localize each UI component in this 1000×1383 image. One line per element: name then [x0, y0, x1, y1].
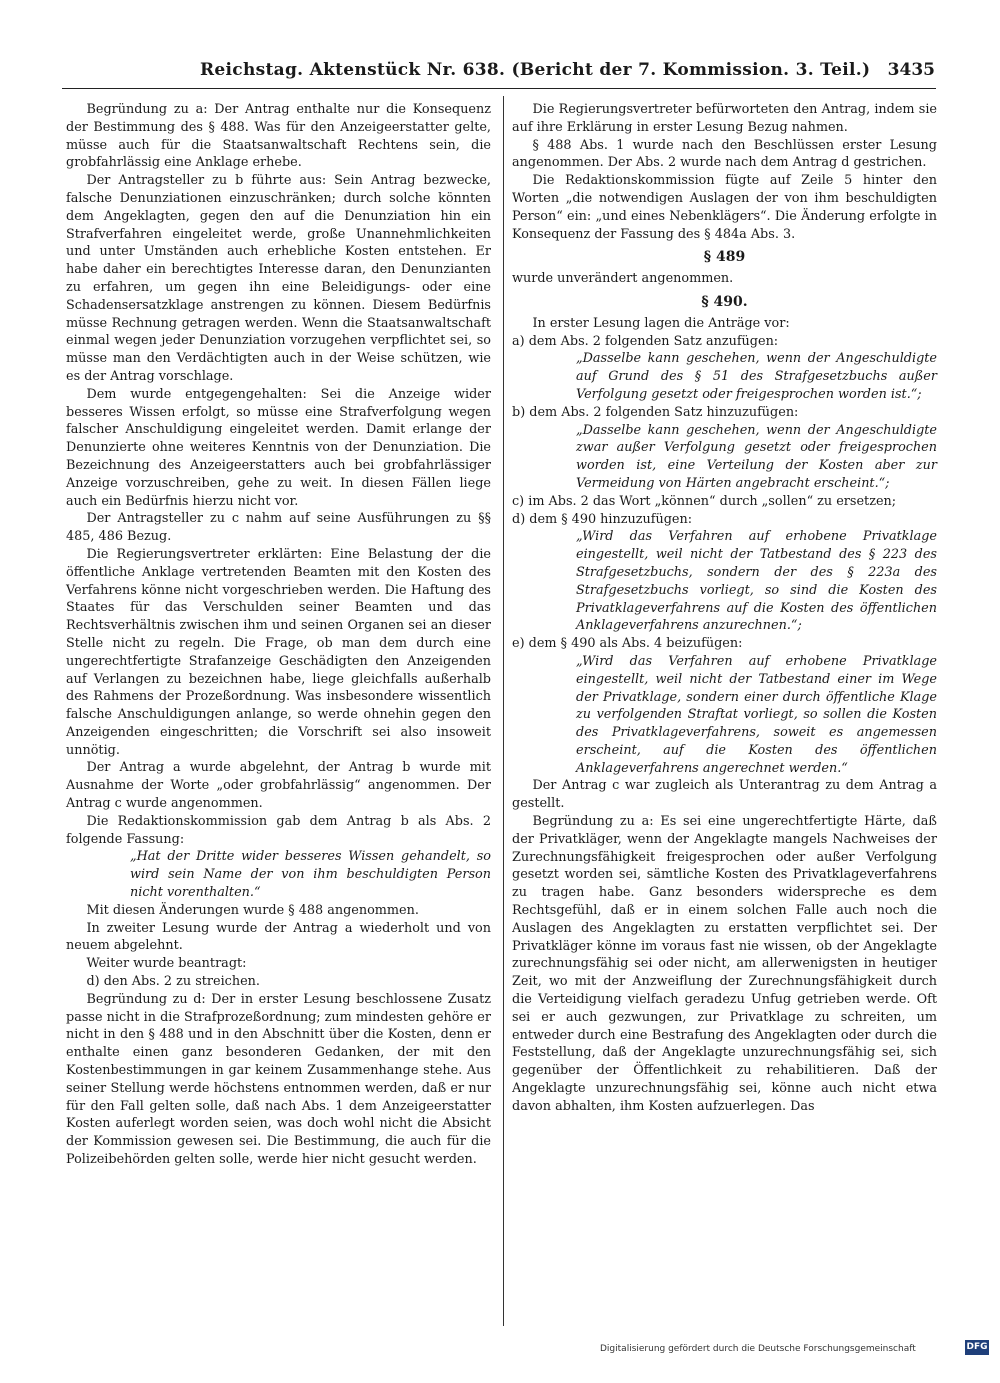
- column-divider: [503, 96, 504, 1326]
- quoted-text: „Hat der Dritte wider besseres Wissen gehandelt, so wird sein Name der von ihm beschuldigten Person nicht vorenthalten.“: [130, 849, 491, 901]
- header-title: Reichstag. Aktenstück Nr. 638. (Bericht der 7. Kommission. 3. Teil.): [200, 60, 871, 80]
- paragraph: Die Regierungsvertreter erklärten: Eine Belastung der die öffentliche Anklage vertretenden Beamten mit den Kosten des Verfahrens könne nicht vorgeschrieben werden. Die Haftung des Staates für das Verschulden seiner Beamten und das Rechtsverhältnis zwischen ihm und seinen Organen sei an dieser Stelle nicht zu regeln. Die Frage, ob man dem durch eine ungerechtfertigte Strafanzeige Geschädigten den Anzeigenden auf Verlangen zu bezeichnen habe, liege gleichfalls außerhalb des Rahmens der Prozeßordnung. Was insbesondere wissentlich falsche Anschuldigungen anlange, so werde ohnehin gegen den Anzeigenden eingeschritten; die Vorschrift sei also insoweit unnötig.: [66, 546, 491, 758]
- paragraph: In zweiter Lesung wurde der Antrag a wiederholt und von neuem abgelehnt.: [66, 920, 491, 954]
- paragraph: Der Antragsteller zu c nahm auf seine Ausführungen zu §§ 485, 486 Bezug.: [66, 511, 491, 545]
- motion-quote-b: „Dasselbe kann geschehen, wenn der Angeschuldigte zwar außer Verfolgung gesetzt oder freigesprochen worden ist, eine Verteilung der Kosten aber zur Vermeidung von Härten angebracht erscheint.“;: [576, 422, 937, 491]
- paragraph: Der Antrag a wurde abgelehnt, der Antrag b wurde mit Ausnahme der Worte „oder grobfahrlässig“ angenommen. Der Antrag c wurde angenommen.: [66, 760, 491, 812]
- paragraph: Begründung zu a: Es sei eine ungerechtfertigte Härte, daß der Privatkläger, wenn der Angeklagte mangels Nachweises der Zurechnungsfähigkeit freigesprochen oder außer Verfolgung gesetzt worden sei, sämtliche Kosten des Privatklageverfahrens zu tragen habe. Ganz besonders widerspreche es dem Rechtsgefühl, daß er in einem solchen Falle auch noch die Auslagen des Angeklagten zu erstatten verpflichtet sei. Der Privatkläger könne im voraus fast nie wissen, ob der Angeklagte zurechnungsfähig sei oder nicht, am allerwenigsten in heutiger Zeit, wo mit der Anzweiflung der Zurechnungsfähigkeit durch die Verteidigung vielfach geradezu Unfug getrieben werde. Oft sei er auch gezwungen, zur Privatklage zu schreiten, um entweder durch eine Bestrafung des Angeklagten oder durch die Feststellung, daß der Angeklagte unzurechnungsfähig sei, sich gegenüber der Öffentlichkeit zu rehabilitieren. Daß der Angeklagte unzurechnungsfähig sei, könne auch nicht etwa davon abhalten, ihm Kosten aufzuerlegen. Das: [512, 814, 937, 1114]
- dfg-logo: DFG: [965, 1340, 989, 1355]
- section-heading-490: § 490.: [701, 293, 748, 310]
- motion-quote-d: „Wird das Verfahren auf erhobene Privatklage eingestellt, weil nicht der Tatbestand des § 223 des Strafgesetzbuchs, sondern der des § 223a des Strafgesetzbuchs vorliegt, so sind die Kosten des Privatklageverfahrens auf die Kosten des öffentlichen Anklageverfahrens anzurechnen.“;: [576, 529, 937, 634]
- motion-label-e: e) dem § 490 als Abs. 4 beizufügen:: [512, 636, 743, 652]
- paragraph: In erster Lesung lagen die Anträge vor:: [532, 315, 790, 331]
- paragraph: § 488 Abs. 1 wurde nach den Beschlüssen erster Lesung angenommen. Der Abs. 2 wurde nach dem Antrag d gestrichen.: [512, 137, 937, 171]
- paragraph: Der Antrag c war zugleich als Unterantrag zu dem Antrag a gestellt.: [512, 778, 937, 812]
- paragraph: Begründung zu d: Der in erster Lesung beschlossene Zusatz passe nicht in die Strafprozeßordnung; zum mindesten gehöre er nicht in den § 488 und in den Abschnitt über die Kosten, denn er enthalte einen ganz besonderen Gedanken, der mit den Kostenbestimmungen in gar keinem Zusammenhange stehe. Aus seiner Stellung werde höchstens entnommen werden, daß er nur für den Fall gelten solle, daß nach Abs. 1 dem Anzeigeerstatter Kosten auferlegt worden seien, was doch wohl nicht die Absicht der Kommission gewesen sei. Die Bestimmung, die auch für die Polizeibehörden gelten solle, werde hier nicht gesucht werden.: [66, 991, 491, 1168]
- page-number: 3435: [887, 60, 935, 80]
- paragraph: Begründung zu a: Der Antrag enthalte nur die Konsequenz der Bestimmung des § 488. Was für den Anzeigeerstatter gelte, müsse auch für die Staatsanwaltschaft Rechtens sein, die grobfahrlässig eine Anklage erhebe.: [66, 102, 491, 171]
- motion-label-d: d) dem § 490 hinzuzufügen:: [512, 511, 693, 527]
- motion-quote-e: „Wird das Verfahren auf erhobene Privatklage eingestellt, weil nicht der Tatbestand einer im Wege der Privatklage, sondern einer durch öffentliche Klage zu verfolgenden Straftat vorliegt, so sollen die Kosten des Privatklageverfahrens, soweit es angemessen erscheint, auf die Kosten des öffentlichen Anklageverfahrens angerechnet werden.“: [576, 653, 937, 776]
- motion-label-c: c) im Abs. 2 das Wort „können“ durch „sollen“ zu ersetzen;: [512, 493, 897, 509]
- list-item: d) den Abs. 2 zu streichen.: [86, 974, 260, 990]
- motion-label-b: b) dem Abs. 2 folgenden Satz hinzuzufügen:: [512, 404, 799, 420]
- paragraph: wurde unverändert angenommen.: [512, 271, 734, 287]
- motion-label-a: a) dem Abs. 2 folgenden Satz anzufügen:: [512, 333, 779, 349]
- paragraph: Der Antragsteller zu b führte aus: Sein Antrag bezwecke, falsche Denunziationen einzuschränken; durch solche könnten dem Angeklagten, gegen den auf die Denunziation hin ein Strafverfahren eingeleitet werde, große Unannehmlichkeiten und unter Umständen auch erhebliche Kosten entstehen. Er habe daher ein berechtigtes Interesse daran, den Denunzianten zu erfahren, um gegen ihn eine Beleidigungs- oder eine Schadensersatzklage anstrengen zu können. Diesem Bedürfnis müsse Rechnung getragen werden. Wenn die Staatsanwaltschaft einmal wegen jeder Denunziation vorzugehen verpflichtet sei, so müsse man den Verdächtigten auch in der Weise schützen, wie es der Antrag vorschlage.: [66, 173, 491, 384]
- right-column: [512, 101, 937, 1116]
- page-header: [200, 60, 935, 86]
- paragraph: Die Redaktionskommission gab dem Antrag b als Abs. 2 folgende Fassung:: [66, 813, 491, 847]
- digitization-credit: Digitalisierung gefördert durch die Deutsche Forschungsgemeinschaft: [600, 1344, 916, 1354]
- header-rule: [62, 88, 936, 89]
- section-heading-489: § 489: [703, 249, 746, 266]
- motion-quote-a: „Dasselbe kann geschehen, wenn der Angeschuldigte auf Grund des § 51 des Strafgesetzbuchs außer Verfolgung gesetzt oder freigesprochen worden ist.“;: [576, 351, 937, 402]
- paragraph: Dem wurde entgegengehalten: Sei die Anzeige wider besseres Wissen erfolgt, so müsse eine Strafverfolgung wegen falscher Anschuldigung eingeleitet werden. Damit erlange der Denunzierte ohne weiteres Kenntnis von der Denunziation. Die Bezeichnung des Anzeigeerstatters auch bei grobfahrlässiger Anzeige vorzuschreiben, gehe zu weit. In diesen Fällen liege auch ein Bedürfnis hierzu nicht vor.: [66, 386, 491, 509]
- paragraph: Die Redaktionskommission fügte auf Zeile 5 hinter den Worten „die notwendigen Auslagen der von ihm beschuldigten Person“ ein: „und eines Nebenklägers“. Die Änderung erfolgte in Konsequenz der Fassung des § 484a Abs. 3.: [512, 173, 937, 242]
- paragraph: Weiter wurde beantragt:: [86, 956, 247, 972]
- paragraph: Mit diesen Änderungen wurde § 488 angenommen.: [86, 902, 419, 918]
- paragraph: Die Regierungsvertreter befürworteten den Antrag, indem sie auf ihre Erklärung in erster Lesung Bezug nahmen.: [512, 102, 937, 135]
- left-column: [66, 101, 491, 1169]
